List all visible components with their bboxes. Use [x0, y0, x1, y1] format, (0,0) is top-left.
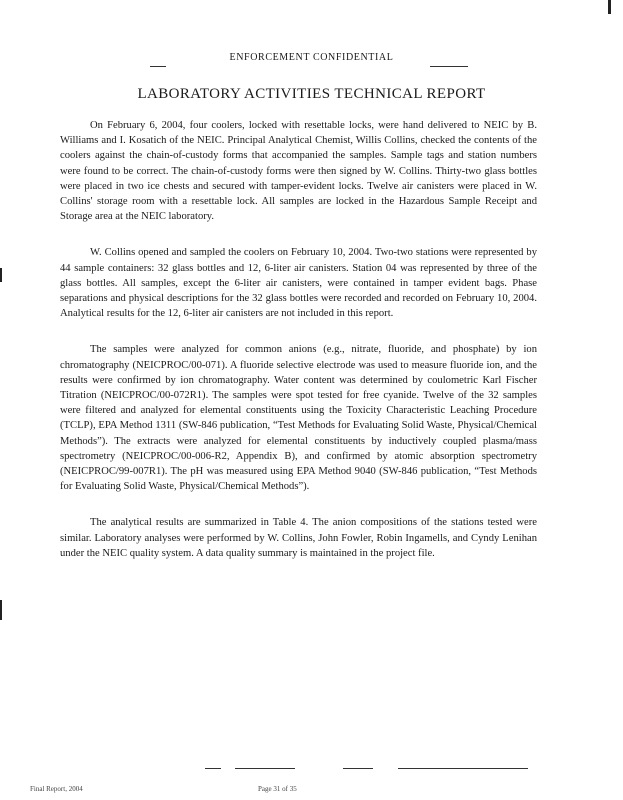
- paragraph-sample-opening: W. Collins opened and sampled the coolers on February 10, 2004. Two-two stations were represented by 44 sample containers: 32 glass bottles and 12, 6-liter air canisters. Station 04 was represented by three of the glass bottles. All samples, except the 6-liter air canisters, were contained in tamper evident bags. Phase separations and physical descriptions for the 32 glass bottles were recorded and recorded on February 10, 2004. Analytical results for the 12, 6-liter air canisters are not included in this report.: [60, 247, 537, 320]
- paragraph-results-summary: The analytical results are summarized in Table 4. The anion compositions of the stations tested were similar. Laboratory analyses were performed by W. Collins, John Fowler, Robin Ingamells, and Cyndy Lenihan under the NEIC quality system. A data quality summary is maintained in the project file.: [60, 517, 537, 559]
- footer-rule: [205, 768, 221, 769]
- margin-mark: [0, 268, 2, 282]
- paragraph-sample-receipt: On February 6, 2004, four coolers, locked with resettable locks, were hand delivered to NEIC by B. Williams and I. Kosatich of the NEIC. Principal Analytical Chemist, Willis Collins, checked the contents of the coolers against the chain-of-custody forms that accompanied the samples. Sample tags and station numbers were found to be correct. The chain-of-custody forms were then signed by W. Collins. Thirty-two glass bottles were placed in two ice chests and secured with tamper-evident locks. Twelve air canisters were placed in W. Collins' storage room with a resettable lock. All samples are locked in the Hazardous Sample Receipt and Storage area at the NEIC laboratory.: [60, 120, 537, 223]
- margin-mark: [0, 600, 2, 620]
- footer-rule: [398, 768, 528, 769]
- report-title: LABORATORY ACTIVITIES TECHNICAL REPORT: [137, 86, 486, 102]
- corner-mark: [608, 0, 611, 14]
- footer-rule: [235, 768, 295, 769]
- report-body: [60, 118, 537, 582]
- footer-rule: [343, 768, 373, 769]
- confidentiality-marking: ENFORCEMENT CONFIDENTIAL: [229, 52, 394, 63]
- header-rule-right: [430, 66, 468, 67]
- page-number: Page 31 of 35: [258, 785, 297, 793]
- header-rule-left: [150, 66, 166, 67]
- paragraph-analysis-methods: The samples were analyzed for common anions (e.g., nitrate, fluoride, and phosphate) by ion chromatography (NEICPROC/00-071). A fluoride selective electrode was used to measure fluoride ion, and the results were confirmed by ion chromatography. Water content was determined by coulometric Karl Fischer Titration (NEICPROC/00-072R1). The samples were spot tested for free cyanide. Twelve of the 32 samples were filtered and analyzed for elemental constituents using the Toxicity Characteristic Leaching Procedure (TCLP), EPA Method 1311 (SW-846 publication, “Test Methods for Evaluating Solid Waste, Physical/Chemical Methods”). The extracts were analyzed for elemental constituents by inductively coupled plasma/mass spectrometry (NEICPROC/00-006-R2, Appendix B), and confirmed by atomic absorption spectrometry (NEICPROC/99-007R1). The pH was measured using EPA Method 9040 (SW-846 publication, “Test Methods for Evaluating Solid Waste, Physical/Chemical Methods”).: [60, 344, 537, 493]
- footer-left-text: Final Report, 2004: [30, 785, 83, 793]
